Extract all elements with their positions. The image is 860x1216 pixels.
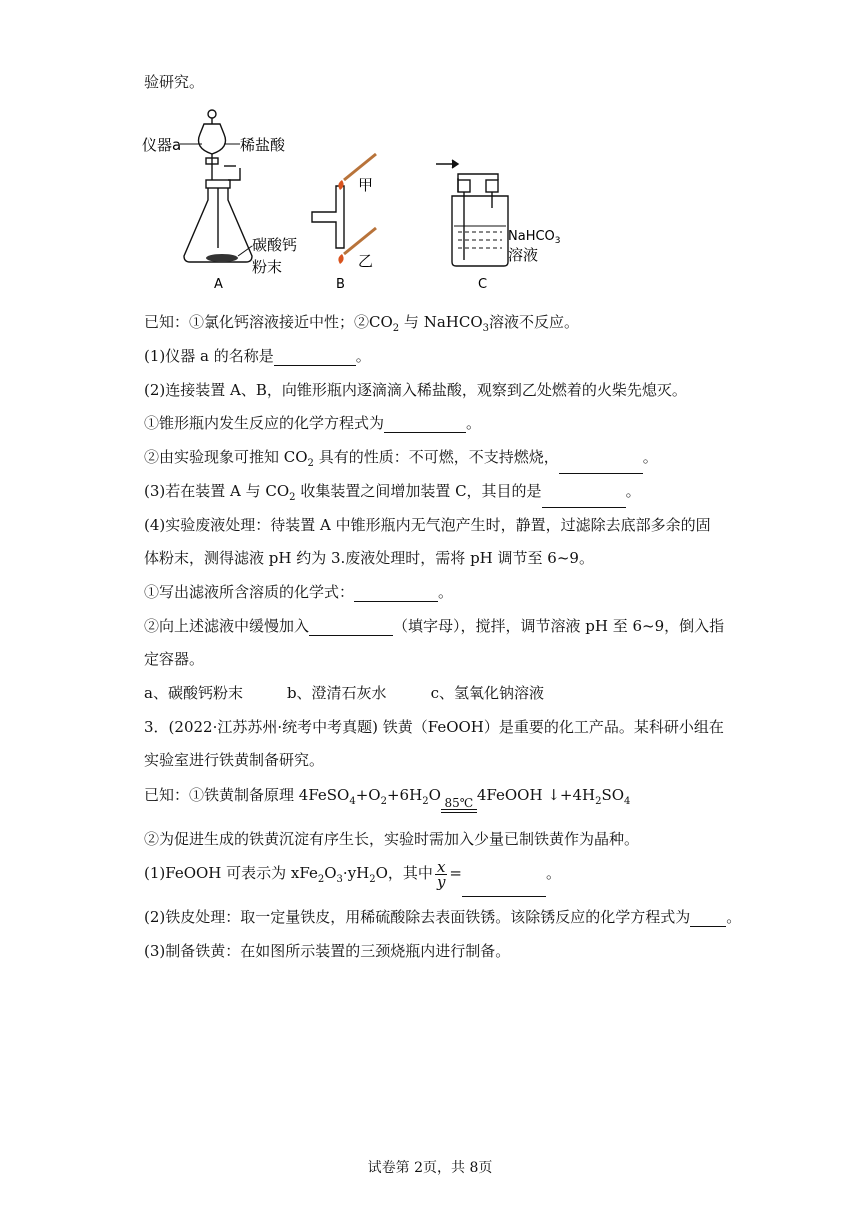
question-2-1: ①锥形瓶内发生反应的化学方程式为 。 bbox=[144, 414, 482, 432]
label-yi: 乙 bbox=[358, 252, 374, 270]
question-4-cont: 体粉末，测得滤液 pH 约为 3.废液处理时，需将 pH 调节至 6~9。 bbox=[144, 549, 594, 567]
caption-b: B bbox=[336, 277, 345, 292]
option-b: b、澄清石灰水 bbox=[286, 684, 387, 702]
question-2-2: ②由实验现象可推知 $CO_2$ 具有的性质：不可燃，不支持燃烧， 。 bbox=[144, 447, 658, 474]
caption-c: C bbox=[478, 277, 488, 292]
question-4-2: ②向上述滤液中缓慢加入 （填字母），搅拌，调节溶液 pH 至 6~9，倒入指 bbox=[144, 617, 725, 635]
label-powder: 粉末 bbox=[252, 258, 283, 276]
separatory-funnel bbox=[199, 110, 237, 180]
label-jia: 甲 bbox=[358, 176, 374, 194]
known-condition-2: ②为促进生成的铁黄沉淀有序生长，实验时需加入少量已制铁黄作为晶种。 bbox=[144, 830, 640, 848]
apparatus-figure bbox=[140, 100, 600, 296]
label-solution: 溶液 bbox=[508, 246, 539, 264]
text-line: 验研究。 bbox=[144, 73, 205, 91]
question-4-1: ①写出滤液所含溶质的化学式： 。 bbox=[144, 583, 454, 601]
problem-3-intro: 3．(2022·江苏苏州·统考中考真题) 铁黄（FeOOH）是重要的化工产品。某科研小组在 bbox=[144, 718, 724, 736]
question-4-2-cont: 定容器。 bbox=[144, 650, 205, 668]
answer-blank[interactable] bbox=[559, 459, 643, 474]
answer-blank[interactable] bbox=[274, 351, 356, 366]
label-calcium-carbonate: 碳酸钙 bbox=[252, 236, 298, 254]
problem-3-intro-cont: 实验室进行铁黄制备研究。 bbox=[144, 751, 325, 769]
answer-blank[interactable] bbox=[384, 418, 466, 433]
known-conditions: 已知：①氯化钙溶液接近中性；$②CO_2$ 与 NaHCO$_3$溶液不反应。 bbox=[144, 313, 580, 334]
fraction-x-over-y: $\frac{x}{y}$ bbox=[436, 857, 446, 891]
question-3: (3)若在装置 A 与 $CO_2$ 收集装置之间增加装置 C，其目的是 。 bbox=[144, 481, 641, 508]
subquestion-2: (2)铁皮处理：取一定量铁皮，用稀硫酸除去表面铁锈。该除锈反应的化学方程式为 。 bbox=[144, 908, 742, 926]
t-tube bbox=[312, 186, 344, 248]
label-instrument-a: 仪器a bbox=[142, 136, 182, 154]
question-2: (2)连接装置 A、B，向锥形瓶内逐滴滴入稀盐酸，观察到乙处燃着的火柴先熄灭。 bbox=[144, 381, 687, 399]
caption-a: A bbox=[214, 277, 223, 292]
answer-blank[interactable] bbox=[354, 587, 438, 602]
option-a: a、碳酸钙粉末 bbox=[144, 684, 243, 702]
calcium-carbonate-powder bbox=[206, 254, 238, 262]
conical-flask bbox=[184, 168, 252, 262]
subquestion-3: (3)制备铁黄：在如图所示装置的三颈烧瓶内进行制备。 bbox=[144, 942, 511, 960]
answer-blank[interactable] bbox=[690, 912, 726, 927]
answer-blank[interactable] bbox=[542, 493, 626, 508]
answer-blank[interactable] bbox=[462, 882, 546, 897]
subquestion-1: (1)FeOOH 可表示为 $xFe_2O_3\cdot yH_2O$，其中 $\frac{x}{y}$ = 。 bbox=[144, 856, 561, 897]
gas-washing-bottle bbox=[436, 160, 508, 266]
answer-blank[interactable] bbox=[309, 621, 393, 636]
label-dilute-hcl: 稀盐酸 bbox=[240, 136, 286, 154]
question-4: (4)实验废液处理：待装置 A 中锥形瓶内无气泡产生时，静置，过滤除去底部多余的固 bbox=[144, 516, 711, 534]
question-1: (1)仪器 a 的名称是 。 bbox=[144, 347, 371, 365]
label-nahco3: NaHCO$_3$ bbox=[508, 229, 561, 246]
option-c: c、氢氧化钠溶液 bbox=[430, 684, 544, 702]
reaction-equation: 已知：①铁黄制备原理 $4FeSO_4+O_2+6H_2O$ 85℃ 4FeOOH $↓+4H_2SO_4$ bbox=[144, 780, 630, 817]
solution-level bbox=[454, 226, 506, 248]
page-footer: 试卷第 2页，共 8页 bbox=[367, 1160, 493, 1176]
answer-options bbox=[144, 683, 544, 703]
reaction-condition: 85℃ bbox=[441, 797, 477, 817]
